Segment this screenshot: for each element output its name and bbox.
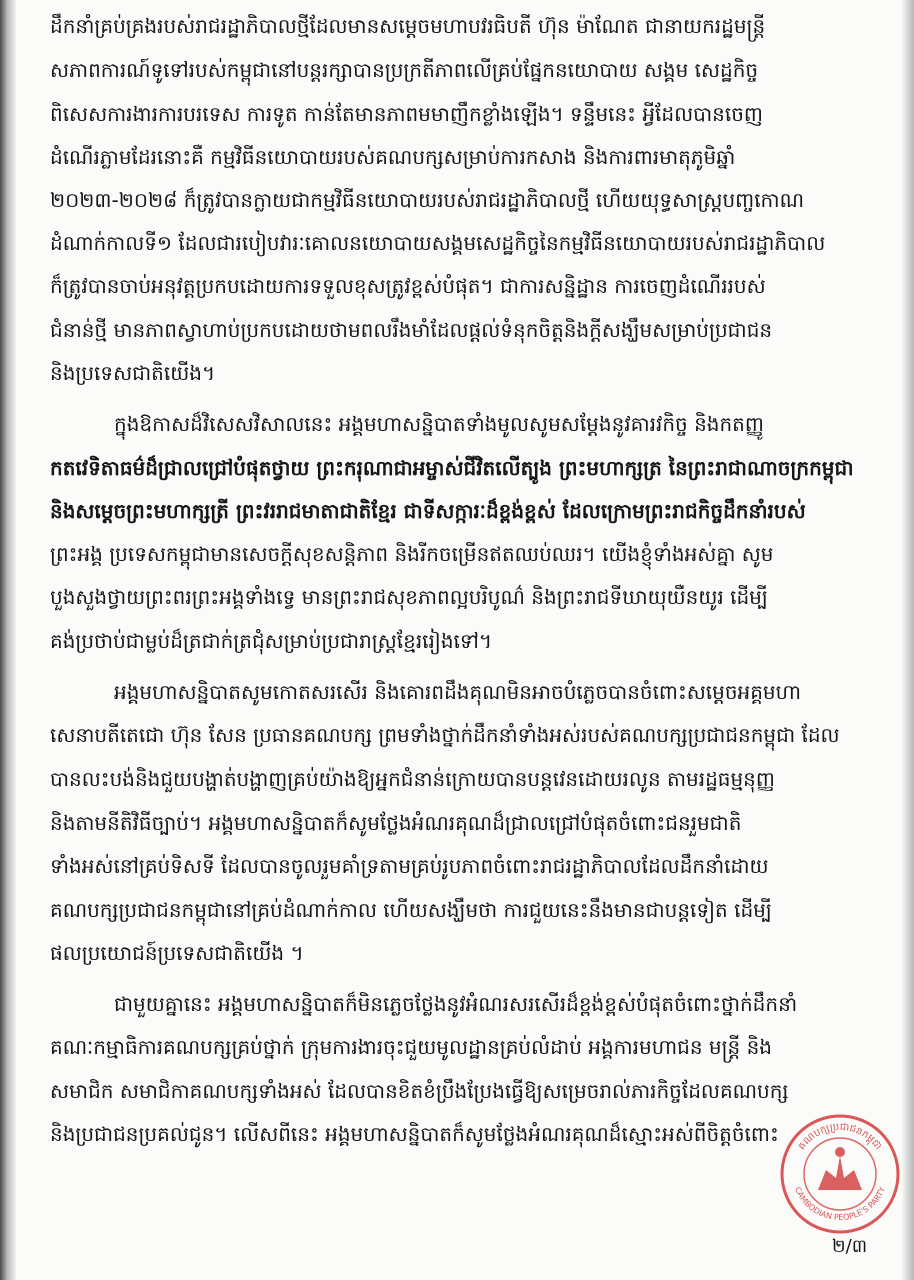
seal-arc-top-text: គណបក្សប្រជាជនកម្ពុជា — [796, 1121, 884, 1153]
text-line: ដំណើរភ្លាមដែរនោះគឺ កម្មវិធីនយោបាយរបស់គណបក្សសម្រាប់ការកសាង និងការពារមាតុភូមិឆ្នាំ — [50, 145, 736, 169]
seal-arc-bottom-text: CAMBODIAN PEOPLE'S PARTY — [792, 1185, 888, 1223]
text-line: គង់ប្រថាប់ជាម្លប់ដ៏ត្រជាក់ត្រជុំសម្រាប់ប្រជារាស្ត្រខ្មែររៀងទៅ។ — [50, 629, 493, 653]
text-line: ដឹកនាំគ្រប់គ្រងរបស់រាជរដ្ឋាភិបាលថ្មីដែលមានសម្ដេចមហាបវរធិបតី ហ៊ុន ម៉ាណែត ជានាយករដ្ឋមន្ត្រី — [50, 14, 766, 38]
text-line: កតវេទិតាធម៌ដ៏ជ្រាលជ្រៅបំផុតថ្វាយ ព្រះករុណាជាអម្ចាស់ជីវិតលើត្បូង ព្រះមហាក្សត្រ នៃព្រះរាជាណាចក្រកម្ពុជា — [50, 456, 854, 480]
text-line: និងសម្ដេចព្រះមហាក្សត្រី ព្រះវររាជមាតាជាតិខ្មែរ ជាទីសក្ការៈដ៏ខ្ពង់ខ្ពស់ ដែលក្រោមព្រះរាជកិច្ចដឹកនាំរបស់ — [50, 499, 806, 523]
seal-emblem — [818, 1156, 862, 1190]
text-line: ពិសេសការងារការបរទេស ការទូត កាន់តែមានភាពមមាញឹកខ្លាំងឡើង។ ទន្ទឹមនេះ អ្វីដែលបានចេញ — [50, 102, 763, 126]
text-line: គណបក្សប្រជាជនកម្ពុជានៅគ្រប់ដំណាក់កាល ហើយសង្ឃឹមថា ការជួយនេះនឹងមានជាបន្តទៀត ដើម្បី — [50, 898, 772, 922]
page-number: ២/៣ — [832, 1236, 868, 1257]
text-line: និងប្រជាជនប្រគល់ជូន។ លើសពីនេះ អង្គមហាសន្និបាតក៏សូមថ្លែងអំណរគុណដ៏ស្មោះអស់ពីចិត្តចំពោះ — [50, 1122, 779, 1146]
text-line: សភាពការណ៍ទូទៅរបស់កម្ពុជានៅបន្តរក្សាបានប្រក្រតីភាពលើគ្រប់ផ្នែកនយោបាយ សង្គម សេដ្ឋកិច្ច — [50, 58, 759, 82]
text-line: ក៏ត្រូវបានចាប់អនុវត្តប្រកបដោយការទទួលខុសត្រូវខ្ពស់បំផុត។ ជាការសន្និដ្ឋាន ការចេញដំណើររបស់ — [50, 274, 766, 298]
text-line: ផលប្រយោជន៍ប្រទេសជាតិយើង ។ — [50, 941, 304, 965]
text-line: សមាជិក សមាជិកាគណបក្សទាំងអស់ ដែលបានខិតខំប្រឹងប្រែងធ្វើឱ្យសម្រេចរាល់ភារកិច្ចដែលគណបក្ស — [50, 1079, 789, 1103]
text-line: ទាំងអស់នៅគ្រប់ទិសទី ដែលបានចូលរួមគាំទ្រតាមគ្រប់រូបភាពចំពោះរាជរដ្ឋាភិបាលដែលដឹកនាំដោយ — [50, 854, 769, 878]
paragraph-first-line: អង្គមហាសន្និបាតសូមកោតសរសើរ និងគោរពដឹងគុណមិនអាចបំភ្លេចបានចំពោះសម្ដេចអគ្គមហា — [114, 680, 802, 704]
text-line: គណៈកម្មាធិការគណបក្សគ្រប់ថ្នាក់ ក្រុមការងារចុះជួយមូលដ្ឋានគ្រប់លំដាប់ អង្គការមហាជន មន្ត្រី និង — [50, 1035, 772, 1059]
text-line: ២០២៣-២០២៨ ក៏ត្រូវបានក្លាយជាកម្មវិធីនយោបាយរបស់រាជរដ្ឋាភិបាលថ្មី ហើយយុទ្ធសាស្ត្របញ្ចកោណ — [50, 188, 805, 212]
svg-text:CAMBODIAN PEOPLE'S PARTY — [793, 1186, 887, 1222]
text-line: ព្រះអង្គ ប្រទេសកម្ពុជាមានសេចក្ដីសុខសន្តិភាព និងរីកចម្រើនឥតឈប់ឈរ។ យើងខ្ញុំទាំងអស់គ្នា សូម — [50, 542, 774, 566]
text-line: និងប្រទេសជាតិយើង។ — [50, 361, 216, 385]
text-line: និងតាមនីតិវិធីច្បាប់។ អង្គមហាសន្និបាតក៏សូមថ្លែងអំណរគុណដ៏ជ្រាលជ្រៅបំផុតចំពោះជនរួមជាតិ — [50, 811, 742, 835]
party-seal-stamp — [778, 1112, 902, 1236]
page-edge-shadow — [902, 0, 914, 1280]
text-line: បានលះបង់និងជួយបង្ហាត់បង្ហាញគ្រប់យ៉ាងឱ្យអ្នកជំនាន់ក្រោយបានបន្តវេនដោយរលូន តាមរដ្ឋធម្មនុញ្ញ — [50, 767, 775, 791]
text-line: សេនាបតីតេជោ ហ៊ុន សែន ប្រធានគណបក្ស ព្រមទាំងថ្នាក់ដឹកនាំទាំងអស់របស់គណបក្សប្រជាជនកម្ពុជា ដែល — [50, 723, 840, 747]
text-line: ជំនាន់ថ្មី មានភាពស្វាហាប់ប្រកបដោយថាមពលរឹងមាំដែលផ្ដល់ទំនុកចិត្តនិងក្ដីសង្ឃឹមសម្រាប់ប្រជាជន — [50, 318, 773, 342]
text-line: បួងសួងថ្វាយព្រះពរព្រះអង្គទាំងទ្វេ មានព្រះរាជសុខភាពល្អបរិបូណ៌ និងព្រះរាជទីឃាយុយឺនយូរ ដើម្បី — [50, 585, 768, 609]
paragraph-first-line: ក្នុងឱកាសដ៏វិសេសវិសាលនេះ អង្គមហាសន្និបាតទាំងមូលសូមសម្ដែងនូវគារវកិច្ច និងកតញ្ញូ — [114, 412, 764, 436]
text-line: ដំណាក់កាលទី១ ដែលជារបៀបវារៈគោលនយោបាយសង្គមសេដ្ឋកិច្ចនៃកម្មវិធីនយោបាយរបស់រាជរដ្ឋាភិបាល — [50, 231, 826, 255]
paragraph-first-line: ជាមួយគ្នានេះ អង្គមហាសន្និបាតក៏មិនភ្លេចថ្លែងនូវអំណរសរសើរដ៏ខ្ពង់ខ្ពស់បំផុតចំពោះថ្នាក់ដឹកនាំ — [114, 992, 798, 1016]
page-binding-shadow — [0, 0, 16, 1280]
